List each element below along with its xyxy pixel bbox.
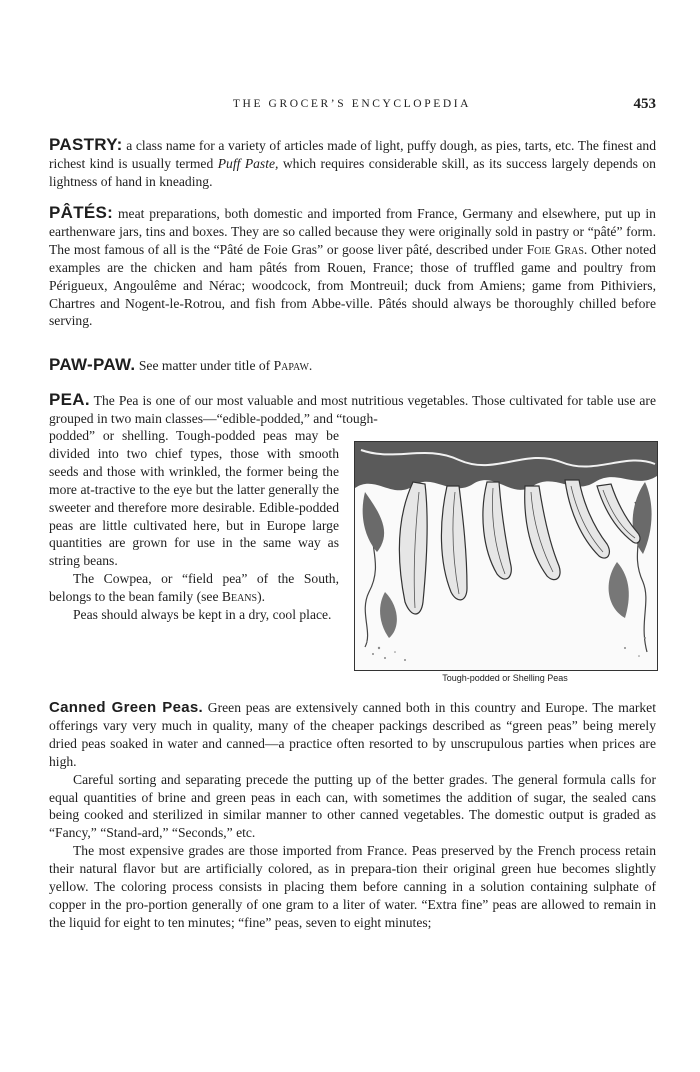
headword-pastry: PASTRY: (49, 135, 123, 154)
pawpaw-text: See matter under title of (138, 358, 274, 373)
canned-p2: Careful sorting and separating precede the putting up of the better grades. The general formula calls for equal quantities of brine and green peas in each can, with sometimes the addition of sugar, the sealed cans being cooked and sterilized in similar manner to other canned vegetables. The domestic output is graded as “Fancy,” “Stand-ard,” “Seconds,” etc. (49, 771, 656, 841)
entry-pea-intro (49, 391, 656, 428)
pawpaw-ref-papaw: Papaw (273, 358, 309, 373)
pates-ref-foie-gras: Foie Gras (526, 241, 584, 257)
headword-canned-green-peas: Canned Green Peas. (49, 699, 204, 716)
pea-ref-beans: Beans (221, 589, 258, 605)
pastry-text-after: which requires considerable skill, as its success largely depends on lightness of hand in kneading. (49, 155, 656, 189)
canned-p3: The most expensive grades are those imported from France. Peas preserved by the French process retain their natural flavor but are artificially colored, as in prepara-tion their original green hue becomes slightly yellow. The coloring process consists in placing them before canning in a solution containing sulphate of copper in the pro-portion generally of one gram to a liter of water. “Extra fine” peas are allowed to remain in the liquid for eight to ten minutes; “fine” peas, seven to eight minutes; (49, 843, 656, 930)
pea-pods-drawing (355, 442, 657, 670)
pea-col-3: Peas should always be kept in a dry, cool place. (73, 607, 332, 623)
pea-col-2-para (49, 570, 339, 606)
entry-pawpaw (49, 356, 656, 375)
pea-col-2-after: ). (257, 589, 266, 605)
canned-p1: Green peas are extensively canned both in this country and Europe. The market offerings vary very much in quality, many of the cheaper packings described as “green peas” being merely dried peas soaked in water and canned—a practice often resorted to by unscrupulous parties when prices are high. (49, 700, 656, 769)
headword-pea: PEA. (49, 390, 90, 409)
pea-column (49, 427, 339, 624)
pea-col-2: The Cowpea, or “field pea” of the South, belongs to the bean family (see (49, 571, 339, 605)
page-number: 453 (633, 96, 656, 112)
pea-col-1: podded” or shelling. Tough-podded peas may be divided into two chief types, those with smooth seeds and those with wrinkled, the former being the more at-tractive to the eye but the latter generally the sweeter and therefore more desirable. Edible-podded peas are little cultivated here, but in Europe large quantities are grown for use in the same way as string beans. (49, 428, 339, 569)
pates-text-1: meat preparations, both domestic and imported from France, Germany and elsewhere, put up in earthenware jars, tins and boxes. They are so called because they were originally sold in pastry or “pâté” form. The most famous of all is the “Pâté de Foie Gras” or goose liver pâté, described under (49, 206, 656, 257)
headword-pates: PÂTÉS: (49, 203, 114, 222)
pea-intro: The Pea is one of our most valuable and most nutritious vegetables. Those cultivated for table use are grouped in two main classes—“edible-podded,” and “tough- (49, 393, 656, 426)
entry-canned-green-peas (49, 699, 656, 932)
running-head (48, 98, 656, 118)
entry-pastry (49, 136, 656, 191)
entry-pates (49, 204, 656, 330)
pates-text-2: . Other noted examples are the chicken and ham pâtés from Rouen, France; those of truffled game and poultry from Périgueux, Angoulême and Nérac; woodcock, from Montreuil; duck from Amiens; game from Pithiviers, Chartres and Nogent-le-Rotrou, and fish from Abbe-ville. Pâtés should always be thoroughly chilled before serving. (49, 241, 657, 329)
pea-illustration (354, 441, 658, 671)
pastry-italic: Puff Paste, (217, 155, 279, 171)
running-title: THE GROCER’S ENCYCLOPEDIA (232, 98, 472, 110)
headword-pawpaw: PAW-PAW. (49, 355, 136, 374)
pea-figure-caption: Tough-podded or Shelling Peas (442, 673, 568, 683)
pawpaw-text-after: . (308, 358, 313, 373)
pastry-text: a class name for a variety of articles made of light, puffy dough, as pies, tarts, etc. The finest and richest kind is usually termed (49, 138, 656, 171)
